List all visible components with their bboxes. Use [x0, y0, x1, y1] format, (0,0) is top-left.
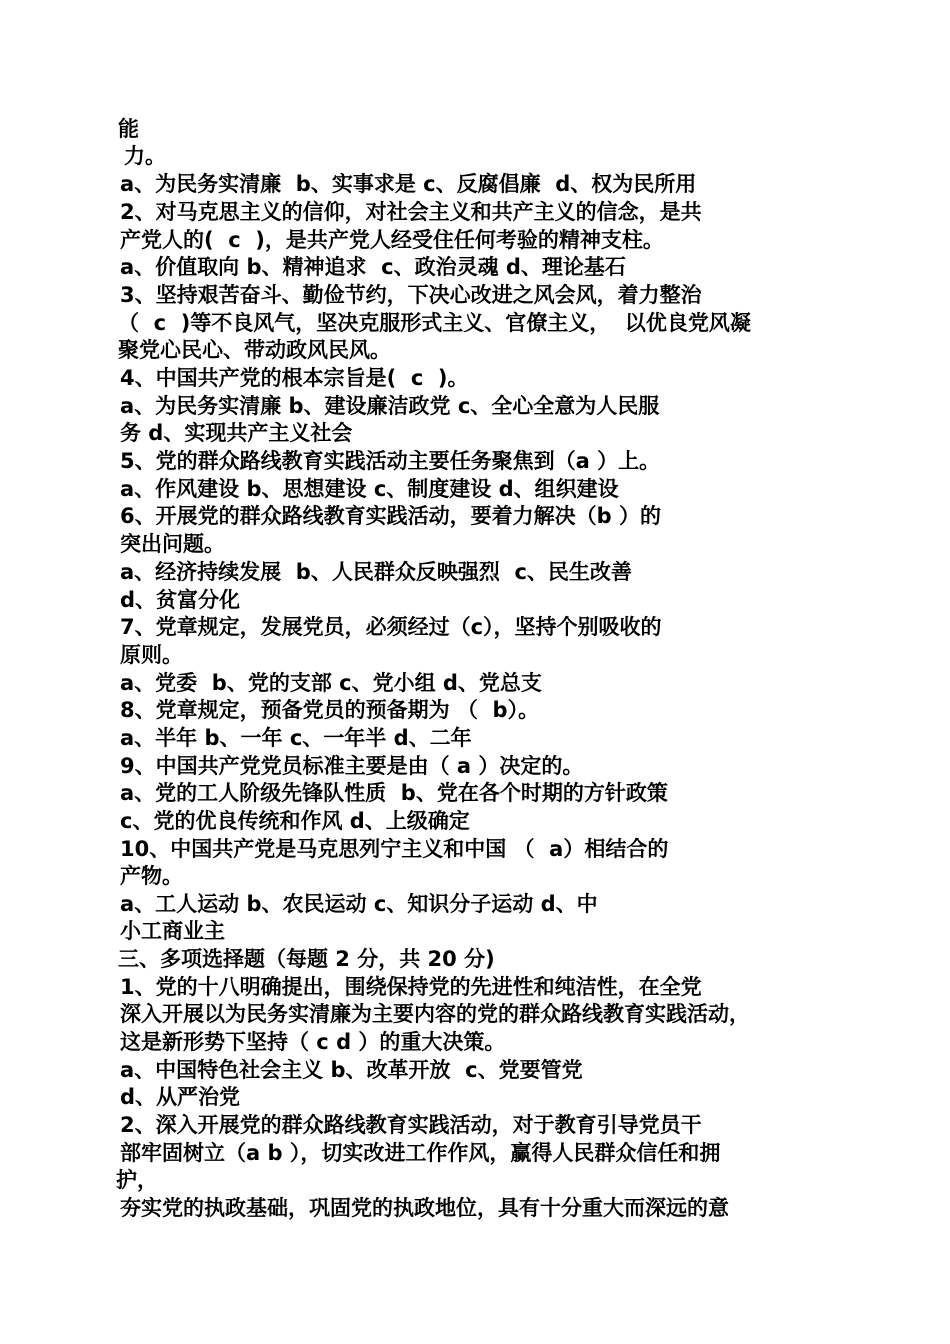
- question-line: 10、中国共产党是马克思列宁主义和中国 （ a）相结合的: [120, 837, 669, 861]
- question-line: 这是新形势下坚持（ c d ）的重大决策。: [120, 1030, 506, 1054]
- answer-options-line: a、为民务实清廉 b、实事求是 c、反腐倡廉 d、权为民所用: [120, 172, 697, 196]
- question-line: 产党人的( c )，是共产党人经受住任何考验的精神支柱。: [120, 228, 664, 252]
- question-line: 原则。: [120, 643, 183, 667]
- question-line: 9、中国共产党党员标准主要是由（ a ）决定的。: [120, 754, 584, 778]
- question-line: 突出问题。: [120, 532, 225, 556]
- question-line: 7、党章规定，发展党员，必须经过（c），坚持个别吸收的: [120, 615, 662, 639]
- answer-options-line: a、价值取向 b、精神追求 c、政治灵魂 d、理论基石: [120, 255, 626, 279]
- answer-options-line: a、工人运动 b、农民运动 c、知识分子运动 d、中: [120, 892, 598, 916]
- answer-options-line: a、党委 b、党的支部 c、党小组 d、党总支: [120, 671, 542, 695]
- question-line: 5、党的群众路线教育实践活动主要任务聚焦到（a ）上。: [120, 449, 661, 473]
- question-line: 产物。: [120, 864, 183, 888]
- question-line: 2、深入开展党的群众路线教育实践活动，对于教育引导党员干: [120, 1113, 702, 1137]
- answer-options-line: a、党的工人阶级先锋队性质 b、党在各个时期的方针政策: [120, 781, 668, 805]
- answer-options-line: 小工商业主: [120, 919, 225, 943]
- question-line: 4、中国共产党的根本宗旨是( c )。: [120, 366, 469, 390]
- question-line: （ c )等不良风气，坚决克服形式主义、官僚主义， 以优良党风凝: [118, 311, 751, 335]
- answer-options-line: a、经济持续发展 b、人民群众反映强烈 c、民生改善: [120, 560, 632, 584]
- answer-options-line: a、中国特色社会主义 b、改革开放 c、党要管党: [120, 1058, 583, 1082]
- question-line: 深入开展以为民务实清廉为主要内容的党的群众路线教育实践活动，: [120, 1002, 750, 1026]
- section-heading: 三、多项选择题（每题 2 分，共 20 分): [118, 947, 495, 971]
- answer-options-line: a、半年 b、一年 c、一年半 d、二年: [120, 726, 472, 750]
- question-line: 8、党章规定，预备党员的预备期为 （ b）。: [120, 698, 540, 722]
- answer-options-line: a、作风建设 b、思想建设 c、制度建设 d、组织建设: [120, 477, 619, 501]
- text-line: 能: [118, 117, 139, 141]
- answer-options-line: d、贫富分化: [120, 588, 241, 612]
- text-line: 力。: [124, 144, 166, 168]
- question-line: 部牢固树立（a b ），切实改进工作作风，赢得人民群众信任和拥: [120, 1141, 721, 1165]
- question-line: 2、对马克思主义的信仰，对社会主义和共产主义的信念，是共: [120, 200, 702, 224]
- question-line: 1、党的十八明确提出，围绕保持党的先进性和纯洁性，在全党: [120, 975, 702, 999]
- question-line: 3、坚持艰苦奋斗、勤俭节约，下决心改进之风会风，着力整治: [120, 283, 702, 307]
- question-line: 聚党心民心、带动政风民风。: [118, 338, 391, 362]
- question-line: 护，: [116, 1168, 158, 1192]
- answer-options-line: d、从严治党: [120, 1085, 241, 1109]
- answer-options-line: c、党的优良传统和作风 d、上级确定: [120, 809, 470, 833]
- question-line: 夯实党的执政基础，巩固党的执政地位，具有十分重大而深远的意: [120, 1196, 729, 1220]
- answer-options-line: a、为民务实清廉 b、建设廉洁政党 c、全心全意为人民服: [120, 394, 660, 418]
- question-line: 6、开展党的群众路线教育实践活动，要着力解决（b ）的: [120, 504, 661, 528]
- answer-options-line: 务 d、实现共产主义社会: [120, 421, 353, 445]
